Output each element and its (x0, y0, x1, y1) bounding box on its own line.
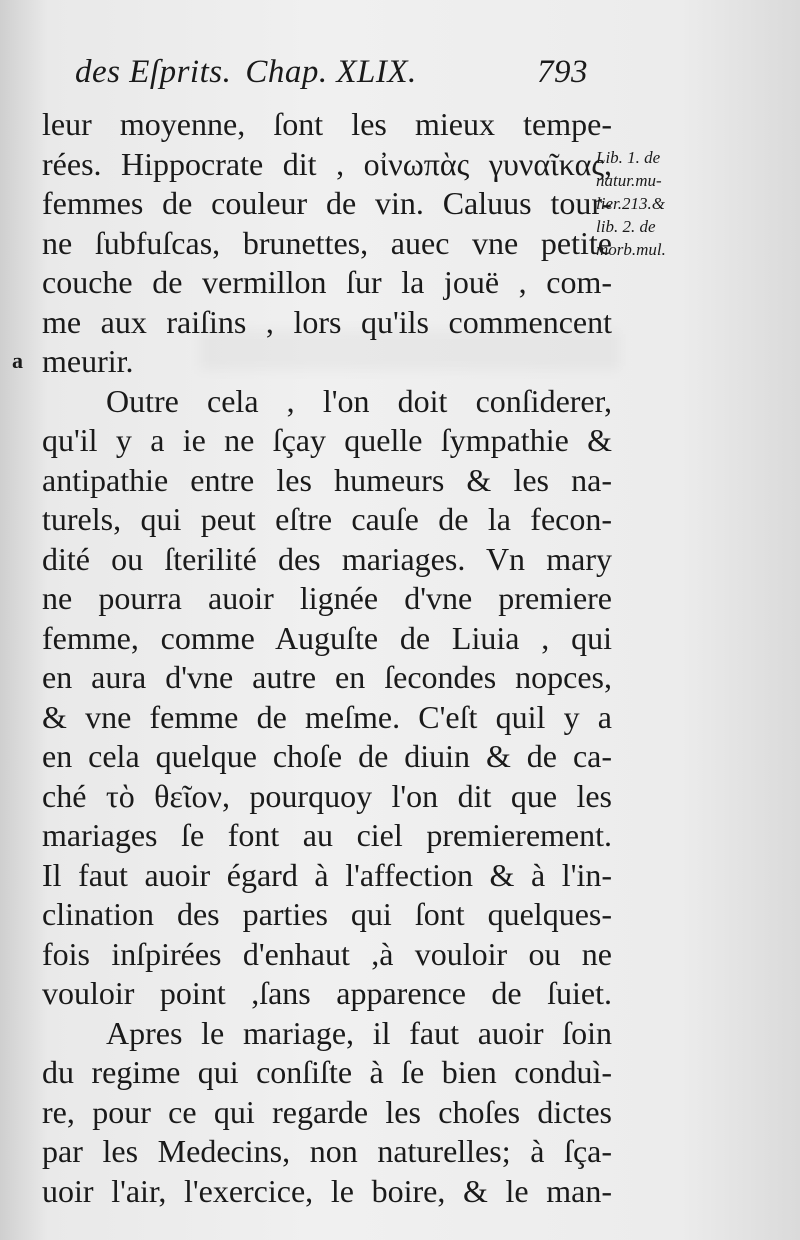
text-line: par les Medecins, non naturelles; à ſça- (42, 1133, 612, 1169)
marginal-note-line: lier.213.& (596, 194, 665, 213)
text-line: ne ſubfuſcas, brunettes, auec vne petite (42, 224, 612, 261)
page-number: 793 (537, 54, 588, 90)
text-line: femme, comme Auguſte de Liuia , qui (42, 619, 612, 656)
text-line: meurir. (42, 343, 134, 379)
text-line: me aux raiſins , lors qu'ils commencent (42, 303, 612, 340)
marginal-note-line: lib. 2. de (596, 217, 656, 236)
text-line: Il faut auoir égard à l'affection & à l'in- (42, 856, 612, 893)
text-line: antipathie entre les humeurs & les na- (42, 461, 612, 498)
text-line: dité ou ſterilité des mariages. Vn mary (42, 540, 612, 577)
text-line: ché τὸ θεῖον, pourquoy l'on dit que les (42, 777, 612, 814)
marginal-note-line: natur.mu- (596, 171, 662, 190)
chapter-label: Chap. XLIX. (245, 54, 417, 90)
text-line: qu'il y a ie ne ſçay quelle ſympathie & (42, 422, 612, 458)
text-line: du regime qui conſiſte à ſe bien conduì- (42, 1054, 612, 1090)
running-header (75, 54, 635, 100)
text-line: uoir l'air, l'exercice, le boire, & le man- (42, 1172, 612, 1209)
text-line: fois inſpirées d'enhaut ,à vouloir ou ne (42, 935, 612, 972)
text-line: turels, qui peut eſtre cauſe de la fecon- (42, 501, 612, 537)
marginal-letter-mark: a (12, 348, 23, 373)
text-line: mariages ſe font au ciel premierement. (42, 817, 612, 853)
text-line: & vne femme de meſme. C'eſt quil y a (42, 698, 612, 735)
text-line: vouloir point ,ſans apparence de ſuiet. (42, 975, 612, 1011)
text-line: ne pourra auoir lignée d'vne premiere (42, 580, 612, 616)
text-line: Apres le mariage, il faut auoir ſoin (106, 1014, 612, 1051)
running-title: des Eſprits. (75, 54, 232, 90)
text-line: couche de vermillon ſur la jouë , com- (42, 264, 612, 300)
marginal-note-line: Lib. 1. de (596, 148, 661, 167)
text-line: Outre cela , l'on doit conſiderer, (106, 382, 612, 419)
body-text (42, 105, 612, 1211)
text-line: femmes de couleur de vin. Caluus tour- (42, 185, 612, 221)
marginal-note-line: morb.mul. (596, 240, 666, 259)
text-line: en cela quelque choſe de diuin & de ca- (42, 738, 612, 774)
text-line: leur moyenne, ſont les mieux tempe- (42, 106, 612, 142)
text-line: clination des parties qui ſont quelques- (42, 896, 612, 932)
text-line: rées. Hippocrate dit , οἰνωπὰς γυναῖκας, (42, 145, 612, 182)
text-line: re, pour ce qui regarde les choſes dictes (42, 1093, 612, 1130)
text-line: en aura d'vne autre en ſecondes nopces, (42, 659, 612, 695)
marginal-citation (596, 146, 716, 261)
